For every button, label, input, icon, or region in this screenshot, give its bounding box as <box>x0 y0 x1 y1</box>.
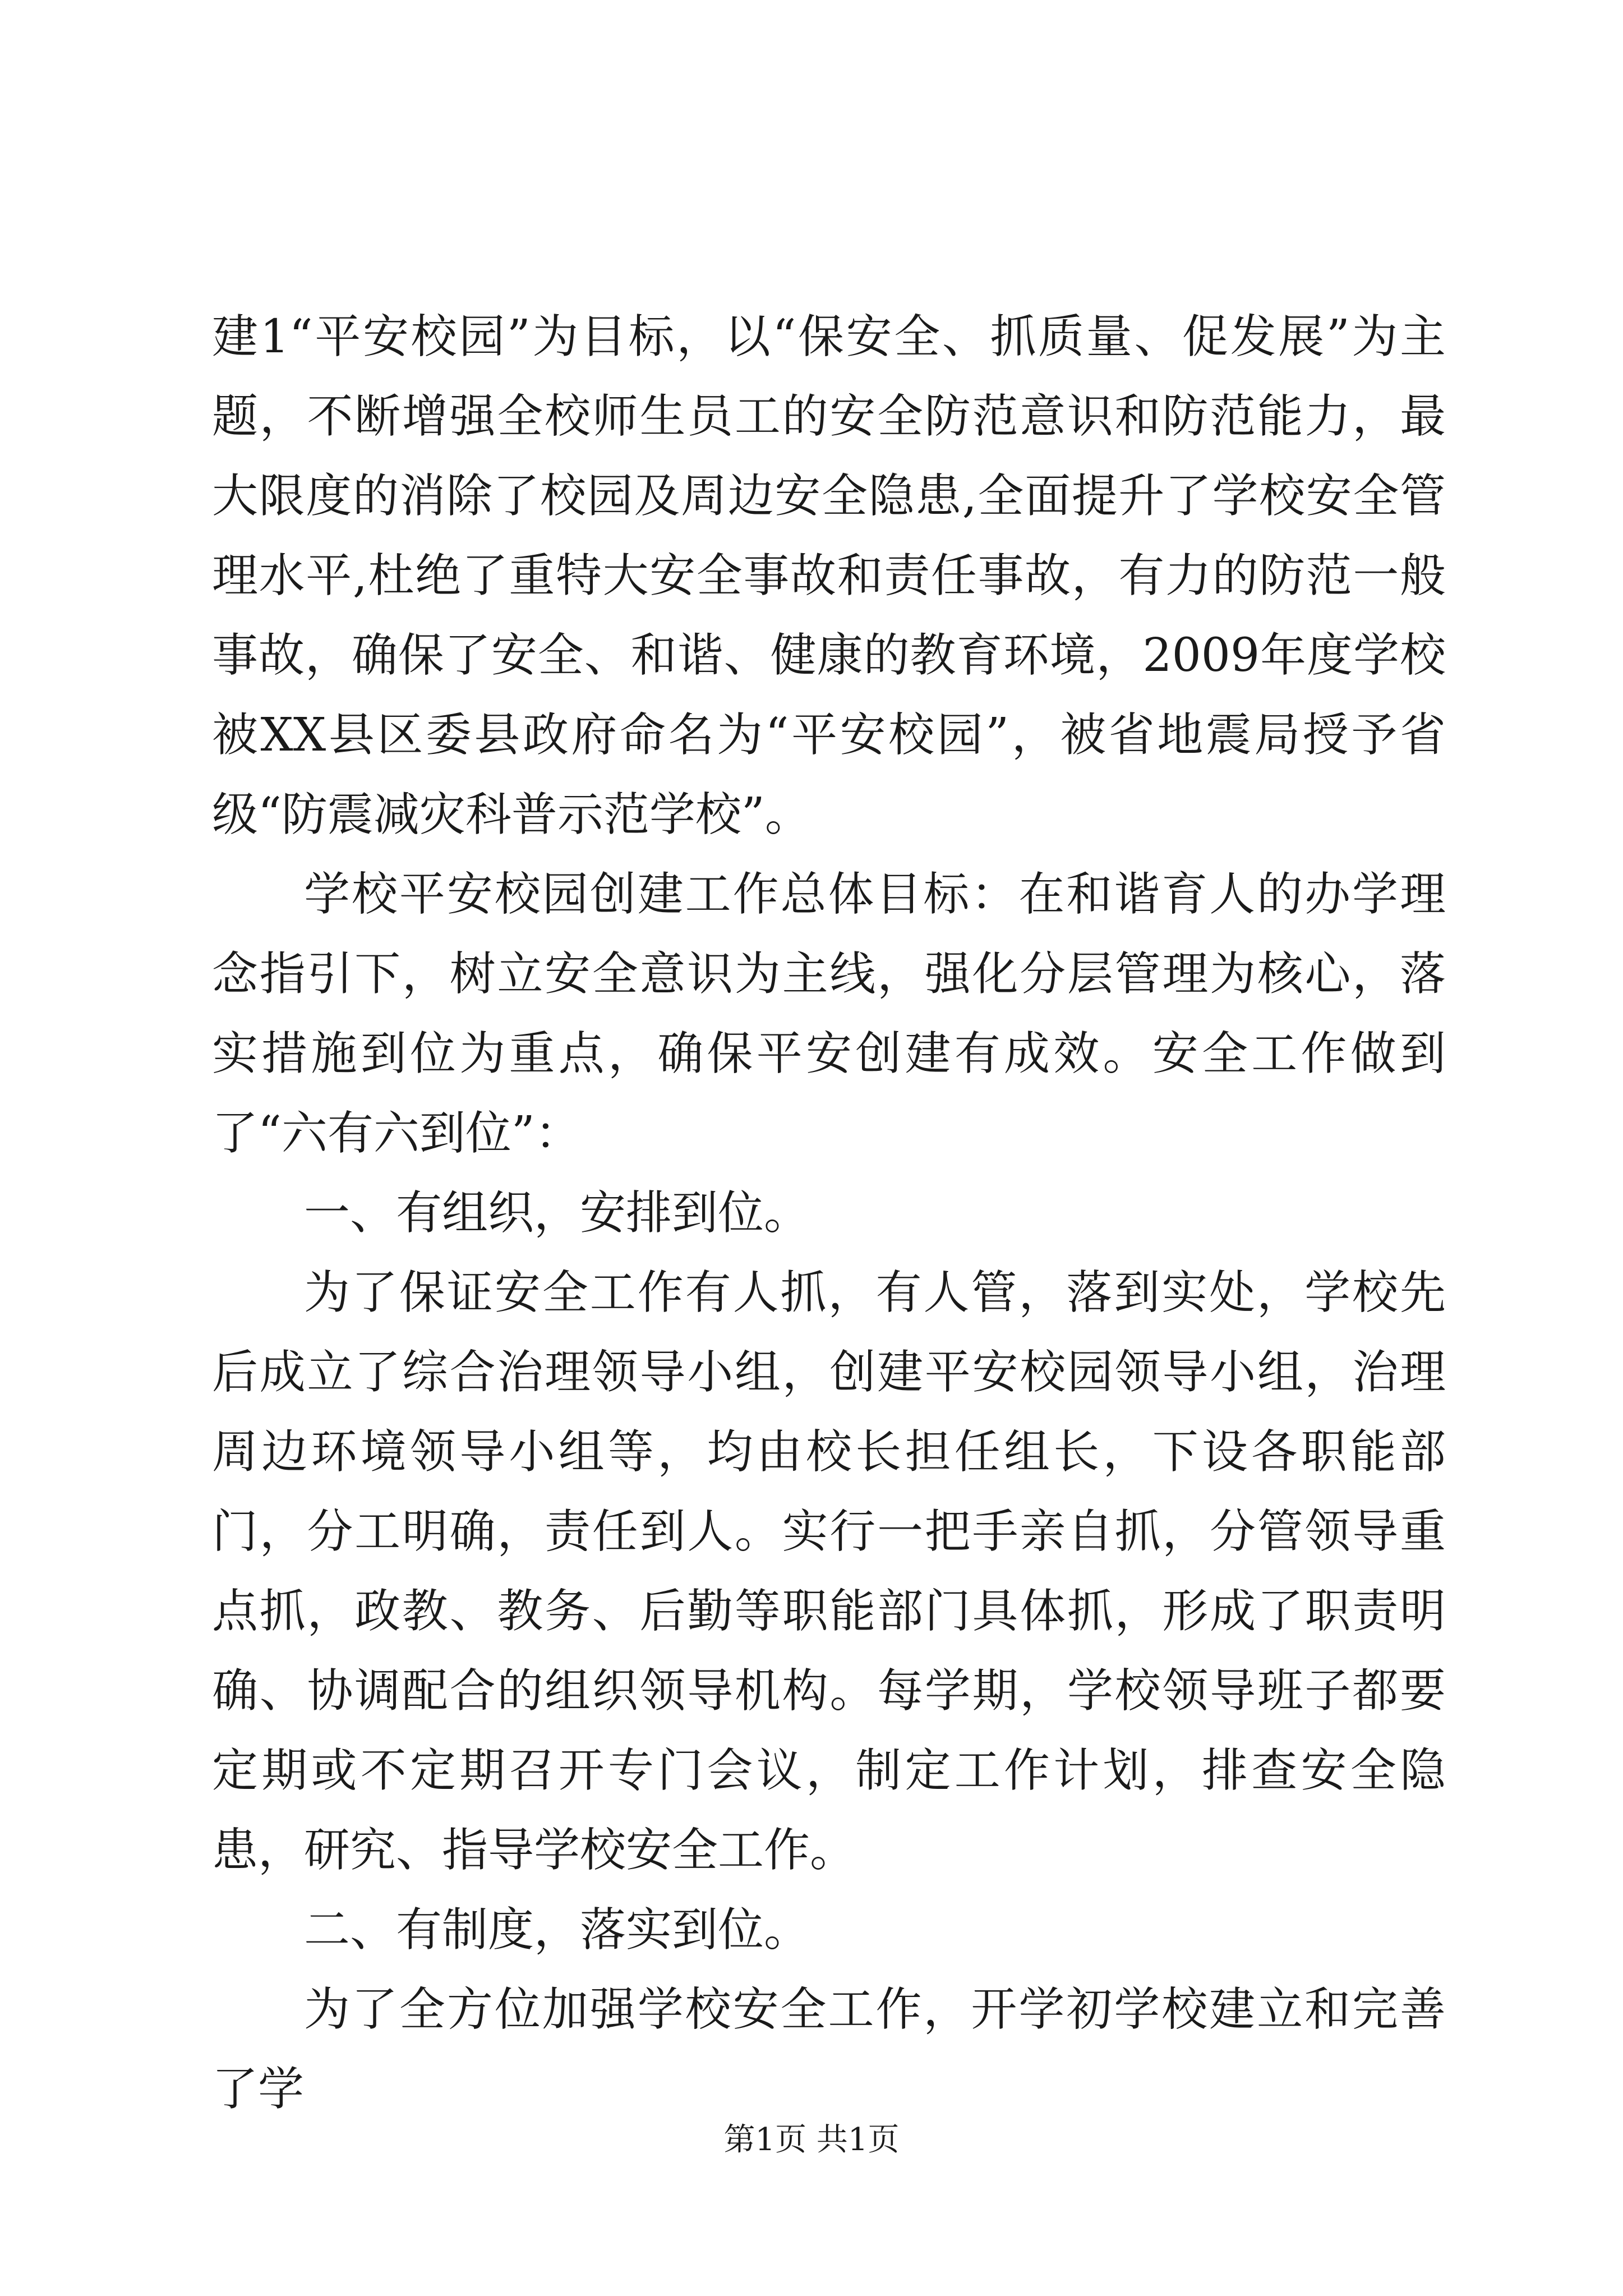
paragraph-organization: 为了保证安全工作有人抓，有人管，落到实处，学校先后成立了综合治理领导小组，创建平安校园领导小组，治理周边环境领导小组等，均由校长担任组长，下设各职能部门，分工明确，责任到人。实行一把手亲自抓，分管领导重点抓，政教、教务、后勤等职能部门具体抓，形成了职责明确、协调配合的组织领导机构。每学期，学校领导班子都要定期或不定期召开专门会议，制定工作计划，排查安全隐患，研究、指导学校安全工作。 <box>212 1266 1446 1877</box>
paragraph-intro: 建1“平安校园”为目标，以“保安全、抓质量、促发展”为主题，不断增强全校师生员工的安全防范意识和防范能力，最大限度的消除了校园及周边安全隐患,全面提升了学校安全管理水平,杜绝了重特大安全事故和责任事故，有力的防范一般事故，确保了安全、和谐、健康的教育环境，2009年度学校被XX县区委县政府命名为“平安校园”，被省地震局授予省级“防震减灾科普示范学校”。 <box>212 310 1446 841</box>
section-heading-organization: 一、有组织，安排到位。 <box>304 1186 810 1240</box>
paragraph-goal: 学校平安校园创建工作总体目标：在和谐育人的办学理念指引下，树立安全意识为主线，强化分层管理为核心，落实措施到位为重点，确保平安创建有成效。安全工作做到了“六有六到位”： <box>212 868 1446 1160</box>
page-number-footer: 第1页 共1页 <box>723 2122 900 2158</box>
paragraph-system: 为了全方位加强学校安全工作，开学初学校建立和完善了学 <box>212 1983 1446 2116</box>
section-heading-system: 二、有制度，落实到位。 <box>304 1903 810 1957</box>
document-body <box>212 297 1446 2129</box>
